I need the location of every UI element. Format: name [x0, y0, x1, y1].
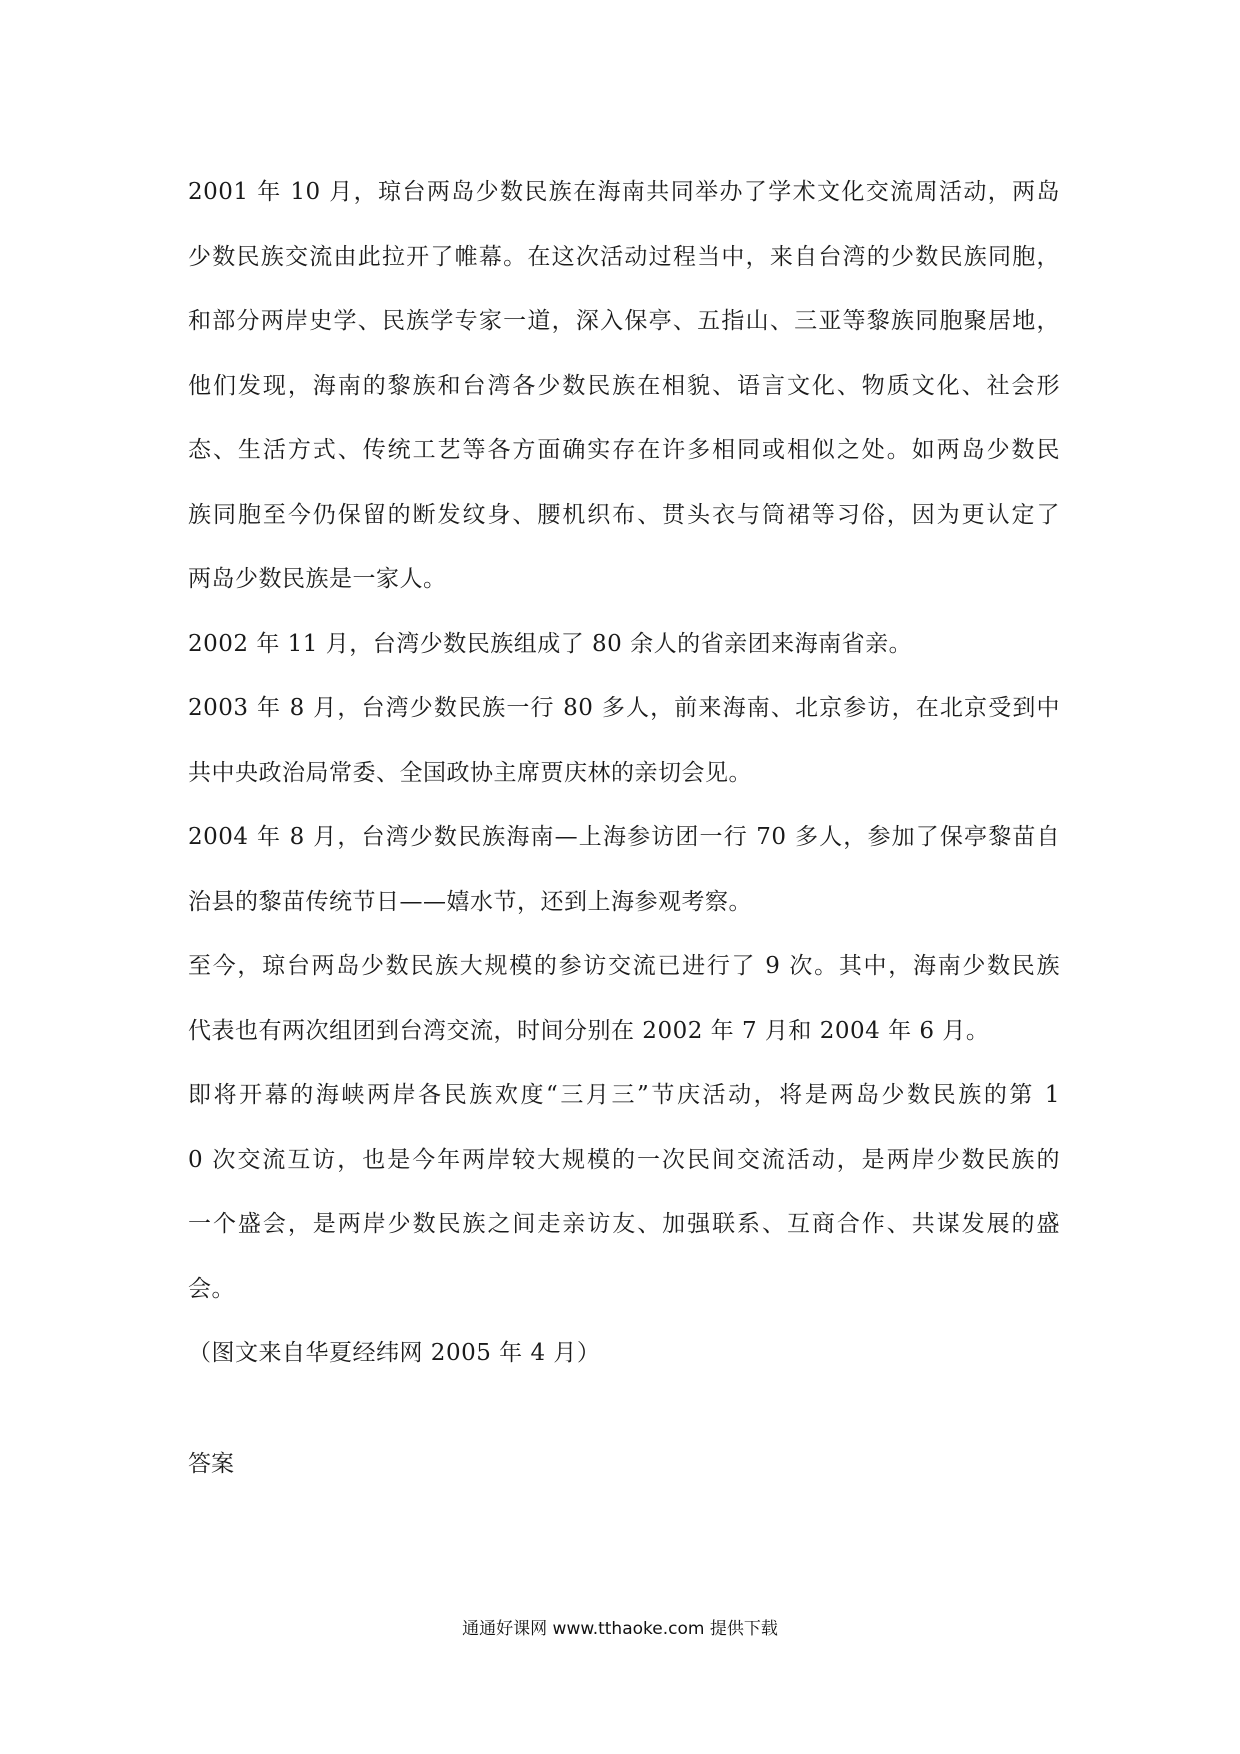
source-note: （图文来自华夏经纬网 2005 年 4 月）: [188, 1340, 601, 1366]
text-line: 会。: [188, 1275, 235, 1302]
text-line: 治县的黎苗传统节日——嬉水节，还到上海参观考察。: [188, 888, 752, 915]
page-footer: 通通好课网 www.tthaoke.com 提供下载: [462, 1619, 778, 1639]
text-line: 2002 年 11 月，台湾少数民族组成了 80 余人的省亲团来海南省亲。: [188, 630, 913, 657]
text-line: 2003 年 8 月，台湾少数民族一行 80 多人，前来海南、北京参访，在北京受到中: [188, 695, 1060, 721]
text-line: 2001 年 10 月，琼台两岛少数民族在海南共同举办了学术文化交流周活动，两岛: [188, 179, 1060, 205]
text-line: 态、生活方式、传统工艺等各方面确实存在许多相同或相似之处。如两岛少数民: [188, 437, 1060, 463]
text-line: 即将开幕的海峡两岸各民族欢度“三月三”节庆活动，将是两岛少数民族的第 1: [188, 1082, 1060, 1108]
answer-label: 答案: [188, 1450, 234, 1477]
text-line: 代表也有两次组团到台湾交流，时间分别在 2002 年 7 月和 2004 年 6 月。: [188, 1017, 990, 1044]
text-line: 少数民族交流由此拉开了帷幕。在这次活动过程当中，来自台湾的少数民族同胞，: [188, 243, 1060, 270]
text-line: 2004 年 8 月，台湾少数民族海南—上海参访团一行 70 多人，参加了保亭黎苗自: [188, 824, 1060, 850]
text-line: 0 次交流互访，也是今年两岸较大规模的一次民间交流活动，是两岸少数民族的: [188, 1146, 1060, 1173]
article-body: [188, 160, 1060, 1496]
text-line: 和部分两岸史学、民族学专家一道，深入保亭、五指山、三亚等黎族同胞聚居地，: [188, 308, 1060, 334]
text-line: 一个盛会，是两岸少数民族之间走亲访友、加强联系、互商合作、共谋发展的盛: [188, 1211, 1060, 1237]
text-line: 至今，琼台两岛少数民族大规模的参访交流已进行了 9 次。其中，海南少数民族: [188, 953, 1060, 979]
text-line: 共中央政治局常委、全国政协主席贾庆林的亲切会见。: [188, 759, 752, 786]
text-line: 族同胞至今仍保留的断发纹身、腰机织布、贯头衣与筒裙等习俗，因为更认定了: [188, 501, 1060, 528]
text-line: 他们发现，海南的黎族和台湾各少数民族在相貌、语言文化、物质文化、社会形: [188, 372, 1060, 399]
text-line: 两岛少数民族是一家人。: [188, 566, 447, 592]
